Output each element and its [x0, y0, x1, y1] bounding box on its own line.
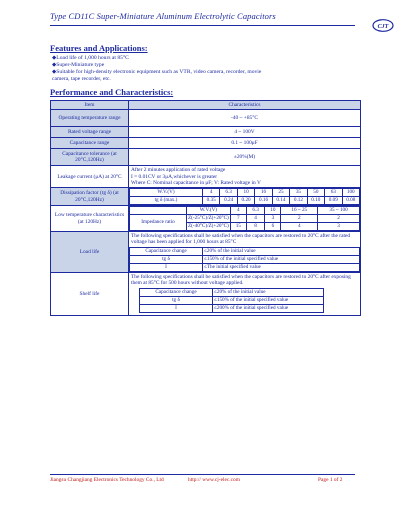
- table-row: [51, 166, 361, 188]
- shelf-param: tg δ: [140, 297, 213, 305]
- datasheet-title: Type CD11C Super-Miniature Aluminum Electrolytic Capacitors: [50, 11, 276, 21]
- row-label: Shelf life: [51, 272, 129, 316]
- row-label: Load life: [51, 232, 129, 273]
- performance-heading: Performance and Characteristics:: [50, 87, 174, 97]
- row-value: [129, 166, 361, 188]
- load-row: [130, 255, 360, 263]
- table-row: [51, 127, 361, 138]
- wv-label: W.V.(V): [130, 189, 203, 197]
- lt-ratio2-cell: 6: [265, 223, 281, 231]
- load-param: I: [130, 263, 203, 271]
- table-row: [51, 188, 361, 206]
- row-value: 0.1 ~ 100μF: [129, 138, 361, 149]
- lt-ratio-row: [130, 215, 360, 223]
- voltage-cell: 63: [325, 189, 342, 197]
- shelf-value: ≤20% of the initial value: [213, 289, 324, 297]
- table-header-row: [51, 101, 361, 110]
- table-row: [51, 138, 361, 149]
- tg-cell: 0.20: [237, 197, 254, 205]
- lt-ratio2-cell: 8: [246, 223, 265, 231]
- voltage-cell: 50: [307, 189, 324, 197]
- lt-ratio-cell: 4: [246, 215, 265, 223]
- tg-cell: 0.08: [342, 197, 360, 205]
- lt-ratio2-cell: 4: [281, 223, 318, 231]
- table-row: [51, 149, 361, 166]
- tg-label: tg δ (max.): [130, 197, 203, 205]
- load-value: ≤The initial specified value: [203, 263, 360, 271]
- tg-cell: 0.35: [203, 197, 220, 205]
- header-rule: [50, 25, 355, 26]
- feature-item: camera, tape recorder, etc.: [52, 76, 111, 82]
- table-row: [51, 206, 361, 232]
- load-param: tg δ: [130, 255, 203, 263]
- voltage-cell: 10: [237, 189, 254, 197]
- lt-voltage-cell: 10: [265, 207, 281, 215]
- footer-rule: [50, 474, 355, 475]
- lt-voltage-cell: 16 ~ 25: [281, 207, 318, 215]
- footer-page-number: Page 1 of 2: [318, 477, 343, 483]
- tg-cell: 0.14: [272, 197, 289, 205]
- feature-item: ◆Load life of 1,000 hours at 85°C: [52, 55, 129, 61]
- shelf-param: Capacitance change: [140, 289, 213, 297]
- lt-ratio2-header: Z(-40°C)/Z(+20°C): [188, 223, 229, 230]
- voltage-cell: 100: [342, 189, 360, 197]
- table-row: [51, 272, 361, 316]
- row-value: -40 ~ +85°C: [129, 110, 361, 127]
- table-row: [51, 110, 361, 127]
- lt-voltage-cell: 6.3: [246, 207, 265, 215]
- load-param: Capacitance change: [130, 247, 203, 255]
- lt-wv-label: W.V.(V): [187, 207, 231, 215]
- tg-cell: 0.16: [255, 197, 272, 205]
- company-logo-icon: [372, 19, 394, 32]
- lt-ratio-header: Z(-25°C)/Z(+20°C): [188, 215, 229, 222]
- lt-voltage-cell: 4: [230, 207, 246, 215]
- spec-table: [50, 100, 361, 316]
- shelf-row: [140, 289, 324, 297]
- lt-voltage-cell: 35 ~ 100: [318, 207, 360, 215]
- shelf-value: ≤150% of the initial specified value: [213, 297, 324, 305]
- col-header-characteristics: Characteristics: [129, 101, 361, 110]
- row-label: Capacitance range: [51, 138, 129, 149]
- tg-cell: 0.09: [325, 197, 342, 205]
- leakage-line: Where C: Nominal capacitance in μF; V: Rated voltage in V: [131, 179, 261, 186]
- tg-cell: 0.10: [307, 197, 324, 205]
- row-label: Dissipation factor (tg δ) (at 20°C,120Hz): [51, 188, 129, 206]
- load-life-description: The following specifications shall be satisfied when the capacitors are restored to 20°C after the rated voltage has been applied for 1,000 hours at 85°C: [131, 233, 351, 246]
- row-label: Leakage current (μA) at 20°C: [51, 166, 129, 188]
- load-value: ≤20% of the initial value: [203, 247, 360, 255]
- row-label: Rated voltage range: [51, 127, 129, 138]
- leakage-line: I = 0.01CV or 3μA,whichever is greater: [131, 173, 218, 180]
- row-value: 4 ~ 100V: [129, 127, 361, 138]
- load-value: ≤150% of the initial specified value: [203, 255, 360, 263]
- tg-cell: 0.12: [290, 197, 307, 205]
- shelf-param: I: [140, 305, 213, 313]
- low-temp-table: [129, 206, 360, 231]
- lt-ratio-cell: 2: [281, 215, 318, 223]
- voltage-cell: 25: [272, 189, 289, 197]
- shelf-life-table: [139, 288, 324, 313]
- leakage-line: After 2 minutes application of rated voltage: [131, 167, 226, 174]
- dissipation-table: [129, 188, 360, 205]
- row-label: Operating temperature range: [51, 110, 129, 127]
- lt-ratio-cell: 2: [318, 215, 360, 223]
- lt-ratio-cell: 7: [230, 215, 246, 223]
- footer-url[interactable]: http:// www.cj-elec.com: [188, 477, 240, 483]
- voltage-cell: 6.3: [220, 189, 237, 197]
- row-value: ±20%(M): [129, 149, 361, 166]
- lt-voltage-row: [130, 207, 360, 215]
- shelf-life-description: The following specifications shall be satisfied when the capacitors are restored to 20°C after exposing them at 85°C for 500 hours without voltage applied.: [131, 273, 351, 287]
- lt-ratio2-cell: 15: [230, 223, 246, 231]
- load-life-table: [129, 247, 360, 272]
- logo-text: CJT: [377, 23, 389, 30]
- page-header: [50, 10, 389, 30]
- voltage-row: [130, 189, 360, 197]
- shelf-row: [140, 305, 324, 313]
- feature-item: ◆Suitable for high-density electronic equipment such as VTR, video camera, recorder, movie: [52, 69, 262, 75]
- features-heading: Features and Applications:: [50, 43, 148, 53]
- voltage-cell: 35: [290, 189, 307, 197]
- load-row: [130, 263, 360, 271]
- lt-ratio-label: Impedance ratio: [130, 215, 187, 231]
- row-label: Low temperature characteristics (at 120Hz): [51, 206, 129, 232]
- shelf-row: [140, 297, 324, 305]
- footer-company: Jiangsu Changjiang Electronics Technology Co., Ltd: [50, 477, 164, 483]
- tg-row: [130, 197, 360, 205]
- voltage-cell: 16: [255, 189, 272, 197]
- row-label: Capacitance tolerance (at 20°C,120Hz): [51, 149, 129, 166]
- lt-ratio-cell: 3: [265, 215, 281, 223]
- shelf-value: ≤200% of the initial specified value: [213, 305, 324, 313]
- load-row: [130, 247, 360, 255]
- voltage-cell: 4: [203, 189, 220, 197]
- table-row: [51, 232, 361, 273]
- feature-item: ◆Super-Miniature type: [52, 62, 105, 68]
- lt-ratio2-cell: 3: [318, 223, 360, 231]
- tg-cell: 0.24: [220, 197, 237, 205]
- col-header-item: Item: [51, 101, 129, 110]
